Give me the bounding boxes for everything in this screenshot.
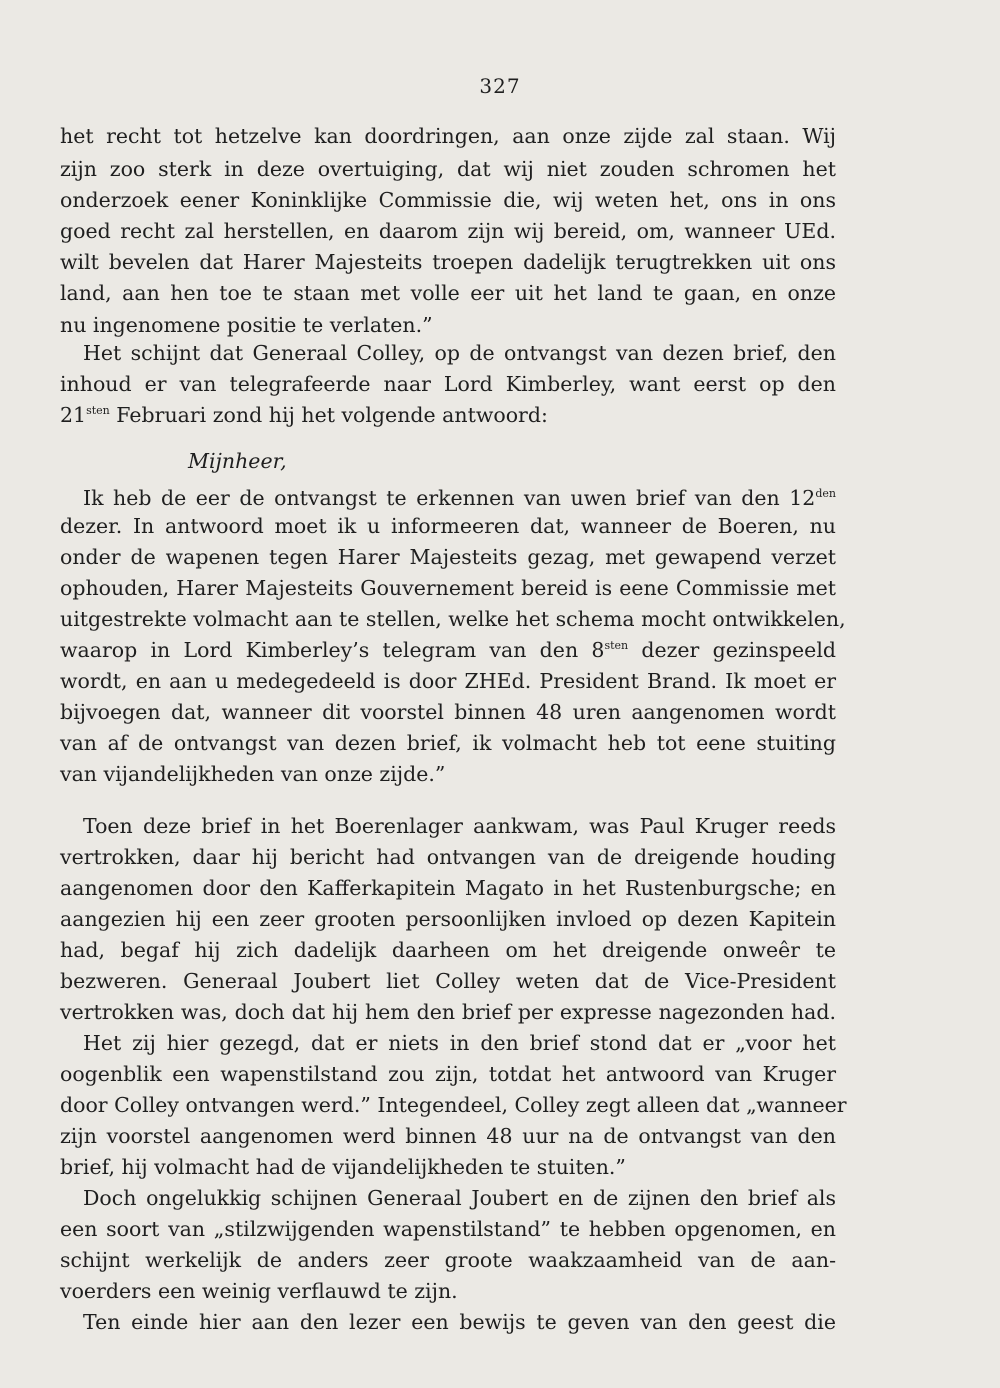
text-line (83, 486, 836, 510)
text-line: aangezien hij een zeer grooten persoonlijken invloed op dezen Kapitein (60, 907, 836, 931)
text-line: van af de ontvangst van dezen brief, ik volmacht heb tot eene stuiting (60, 731, 836, 755)
text-fragment: dezer gezinspeeld (641, 638, 836, 662)
text-line: onderzoek eener Koninklijke Commissie die, wij weten het, ons in ons (60, 188, 836, 212)
text-line: wordt, en aan u medegedeeld is door ZHEd. President Brand. Ik moet er (60, 669, 836, 693)
text-line: dezer. In antwoord moet ik u informeeren dat, wanneer de Boeren, nu (60, 514, 836, 538)
text-line: het recht tot hetzelve kan doordringen, aan onze zijde zal staan. Wij (60, 124, 836, 148)
text-line: inhoud er van telegrafeerde naar Lord Kimberley, want eerst op den (60, 372, 836, 396)
text-fragment: Ik heb de eer de ontvangst te erkennen van uwen brief van den 12 (83, 486, 816, 510)
text-line: onder de wapenen tegen Harer Majesteits gezag, met gewapend verzet (60, 545, 836, 569)
text-line: had, begaf hij zich dadelijk daarheen om het dreigende onweêr te (60, 938, 836, 962)
text-line: ophouden, Harer Majesteits Gouvernement bereid is eene Commissie met (60, 576, 836, 600)
ordinal-suffix: sten (604, 639, 629, 652)
text-line: nu ingenomene positie te verlaten.” (60, 313, 433, 337)
text-line: zijn zoo sterk in deze overtuiging, dat wij niet zouden schromen het (60, 157, 836, 181)
text-line: voerders een weinig verflauwd te zijn. (60, 1279, 458, 1303)
text-line: bijvoegen dat, wanneer dit voorstel binnen 48 uren aangenomen wordt (60, 700, 836, 724)
text-line: uitgestrekte volmacht aan te stellen, welke het schema mocht ontwikkelen, (60, 607, 846, 631)
ordinal-suffix: sten (86, 404, 110, 417)
text-line: aangenomen door den Kafferkapitein Magato in het Rustenburgsche; en (60, 876, 836, 900)
text-fragment: waarop in Lord Kimberley’s telegram van den 8 (60, 638, 605, 662)
text-line: Toen deze brief in het Boerenlager aankwam, was Paul Kruger reeds (83, 814, 836, 838)
text-line: Doch ongelukkig schijnen Generaal Joubert en de zijnen den brief als (83, 1186, 836, 1210)
text-line (60, 638, 836, 662)
letter-salutation: Mijnheer, (188, 449, 287, 473)
text-line: vertrokken was, doch dat hij hem den brief per expresse nagezonden had. (60, 1000, 836, 1024)
text-line: bezweren. Generaal Joubert liet Colley weten dat de Vice-President (60, 969, 836, 993)
text-line: oogenblik een wapenstilstand zou zijn, totdat het antwoord van Kruger (60, 1062, 836, 1086)
ordinal-suffix: den (815, 487, 836, 500)
date-number: 21 (60, 403, 87, 427)
text-line: Ten einde hier aan den lezer een bewijs te geven van den geest die (83, 1310, 836, 1334)
text-line: een soort van „stilzwijgenden wapenstilstand” te hebben opgenomen, en (60, 1217, 836, 1241)
text-line: door Colley ontvangen werd.” Integendeel, Colley zegt alleen dat „wanneer (60, 1093, 847, 1117)
text-line (60, 403, 836, 427)
text-line: schijnt werkelijk de anders zeer groote waakzaamheid van de aan- (60, 1248, 836, 1272)
text-line: Het schijnt dat Generaal Colley, op de ontvangst van dezen brief, den (83, 341, 836, 365)
text-line: van vijandelijkheden van onze zijde.” (60, 762, 446, 786)
text-line: goed recht zal herstellen, en daarom zijn wij bereid, om, wanneer UEd. (60, 219, 836, 243)
text-line: zijn voorstel aangenomen werd binnen 48 uur na de ontvangst van den (60, 1124, 836, 1148)
page-number: 327 (479, 74, 521, 98)
text-line: land, aan hen toe te staan met volle eer uit het land te gaan, en onze (60, 281, 836, 305)
text-fragment: Februari zond hij het volgende antwoord: (116, 403, 548, 427)
text-line: vertrokken, daar hij bericht had ontvangen van de dreigende houding (60, 845, 836, 869)
text-line: wilt bevelen dat Harer Majesteits troepen dadelijk terugtrekken uit ons (60, 250, 836, 274)
text-line: brief, hij volmacht had de vijandelijkheden te stuiten.” (60, 1155, 626, 1179)
text-line: Het zij hier gezegd, dat er niets in den brief stond dat er „voor het (83, 1031, 836, 1055)
